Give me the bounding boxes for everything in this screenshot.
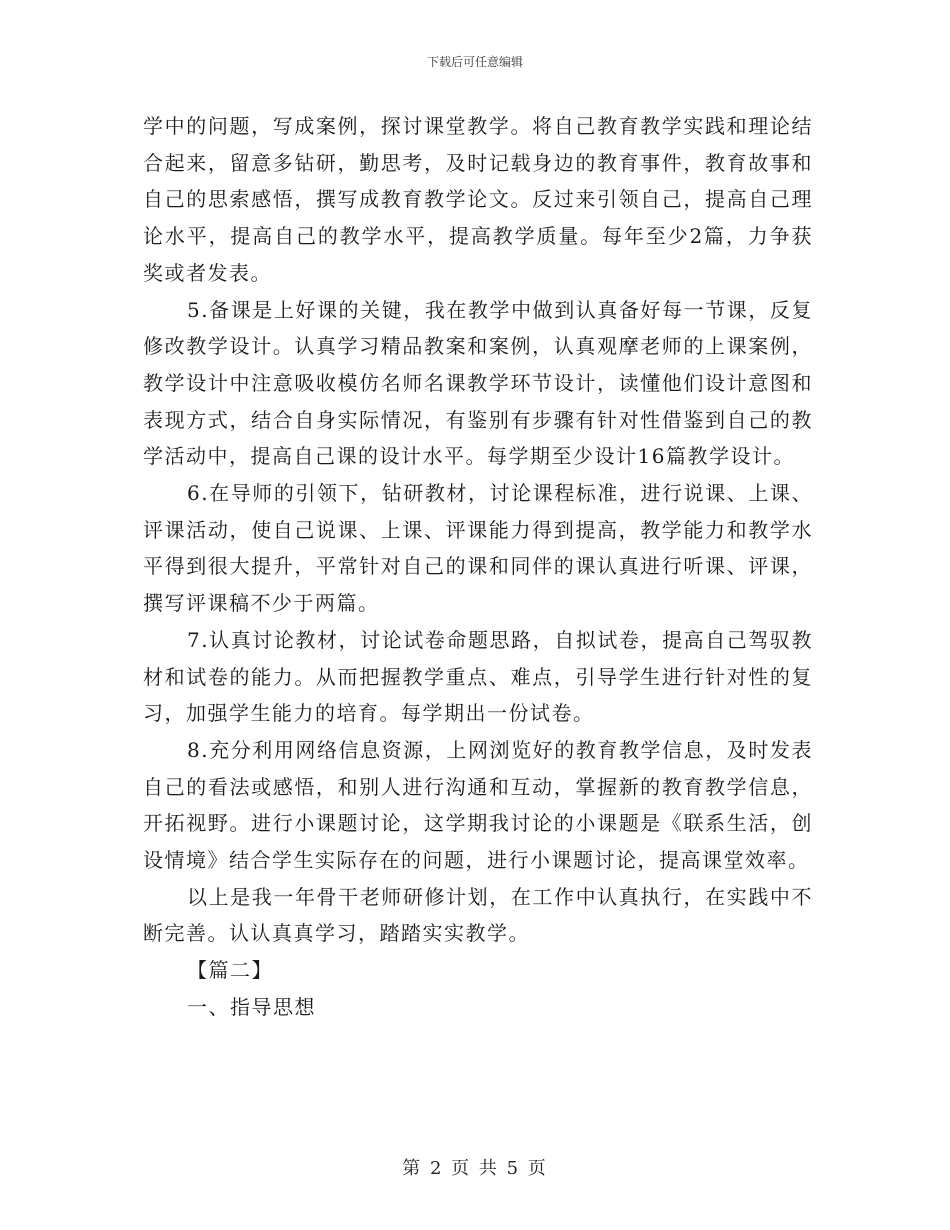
section-heading: 【篇二】 [187, 958, 273, 983]
page-number: 第 2 页 共 5 页 [402, 1158, 548, 1179]
paragraph-continuation: 学中的问题，写成案例，探讨课堂教学。将自己教育教学实践和理论结合起来，留意多钻研，勤思考，及时记载身边的教育事件，教育故事和自己的思索感悟，撰写成教育教学论文。反过来引领自己，提高自己理论水平，提高自己的教学水平，提高教学质量。每年至少2篇，力争获奖或者发表。 [143, 114, 813, 285]
paragraph-item-7: 7.认真讨论教材，讨论试卷命题思路，自拟试卷，提高自己驾驭教材和试卷的能力。从而把握教学重点、难点，引导学生进行针对性的复习，加强学生能力的培育。每学期出一份试卷。 [143, 627, 813, 726]
document-body [143, 108, 813, 1026]
paragraph-item-6: 6.在导师的引领下，钻研教材，讨论课程标准，进行说课、上课、评课活动，使自己说课、上课、评课能力得到提高，教学能力和教学水平得到很大提升，平常针对自己的课和同伴的课认真进行听课、评课，撰写评课稿不少于两篇。 [143, 481, 813, 616]
subheading: 一、指导思想 [187, 994, 316, 1019]
paragraph-summary: 以上是我一年骨干老师研修计划，在工作中认真执行，在实践中不断完善。认认真真学习，踏踏实实教学。 [143, 884, 813, 946]
paragraph-item-8: 8.充分利用网络信息资源，上网浏览好的教育教学信息，及时发表自己的看法或感悟，和别人进行沟通和互动，掌握新的教育教学信息，开拓视野。进行小课题讨论，这学期我讨论的小课题是《联系生活，创设情境》结合学生实际存在的问题，进行小课题讨论，提高课堂效率。 [143, 737, 813, 873]
header-note: 下载后可任意编辑 [426, 55, 523, 69]
paragraph-item-5: 5.备课是上好课的关键，我在教学中做到认真备好每一节课，反复修改教学设计。认真学习精品教案和案例，认真观摩老师的上课案例，教学设计中注意吸收模仿名师名课教学环节设计，读懂他们设计意图和表现方式，结合自身实际情况，有鉴别有步骤有针对性借鉴到自己的教学活动中，提高自己课的设计水平。每学期至少设计16篇教学设计。 [143, 297, 813, 469]
